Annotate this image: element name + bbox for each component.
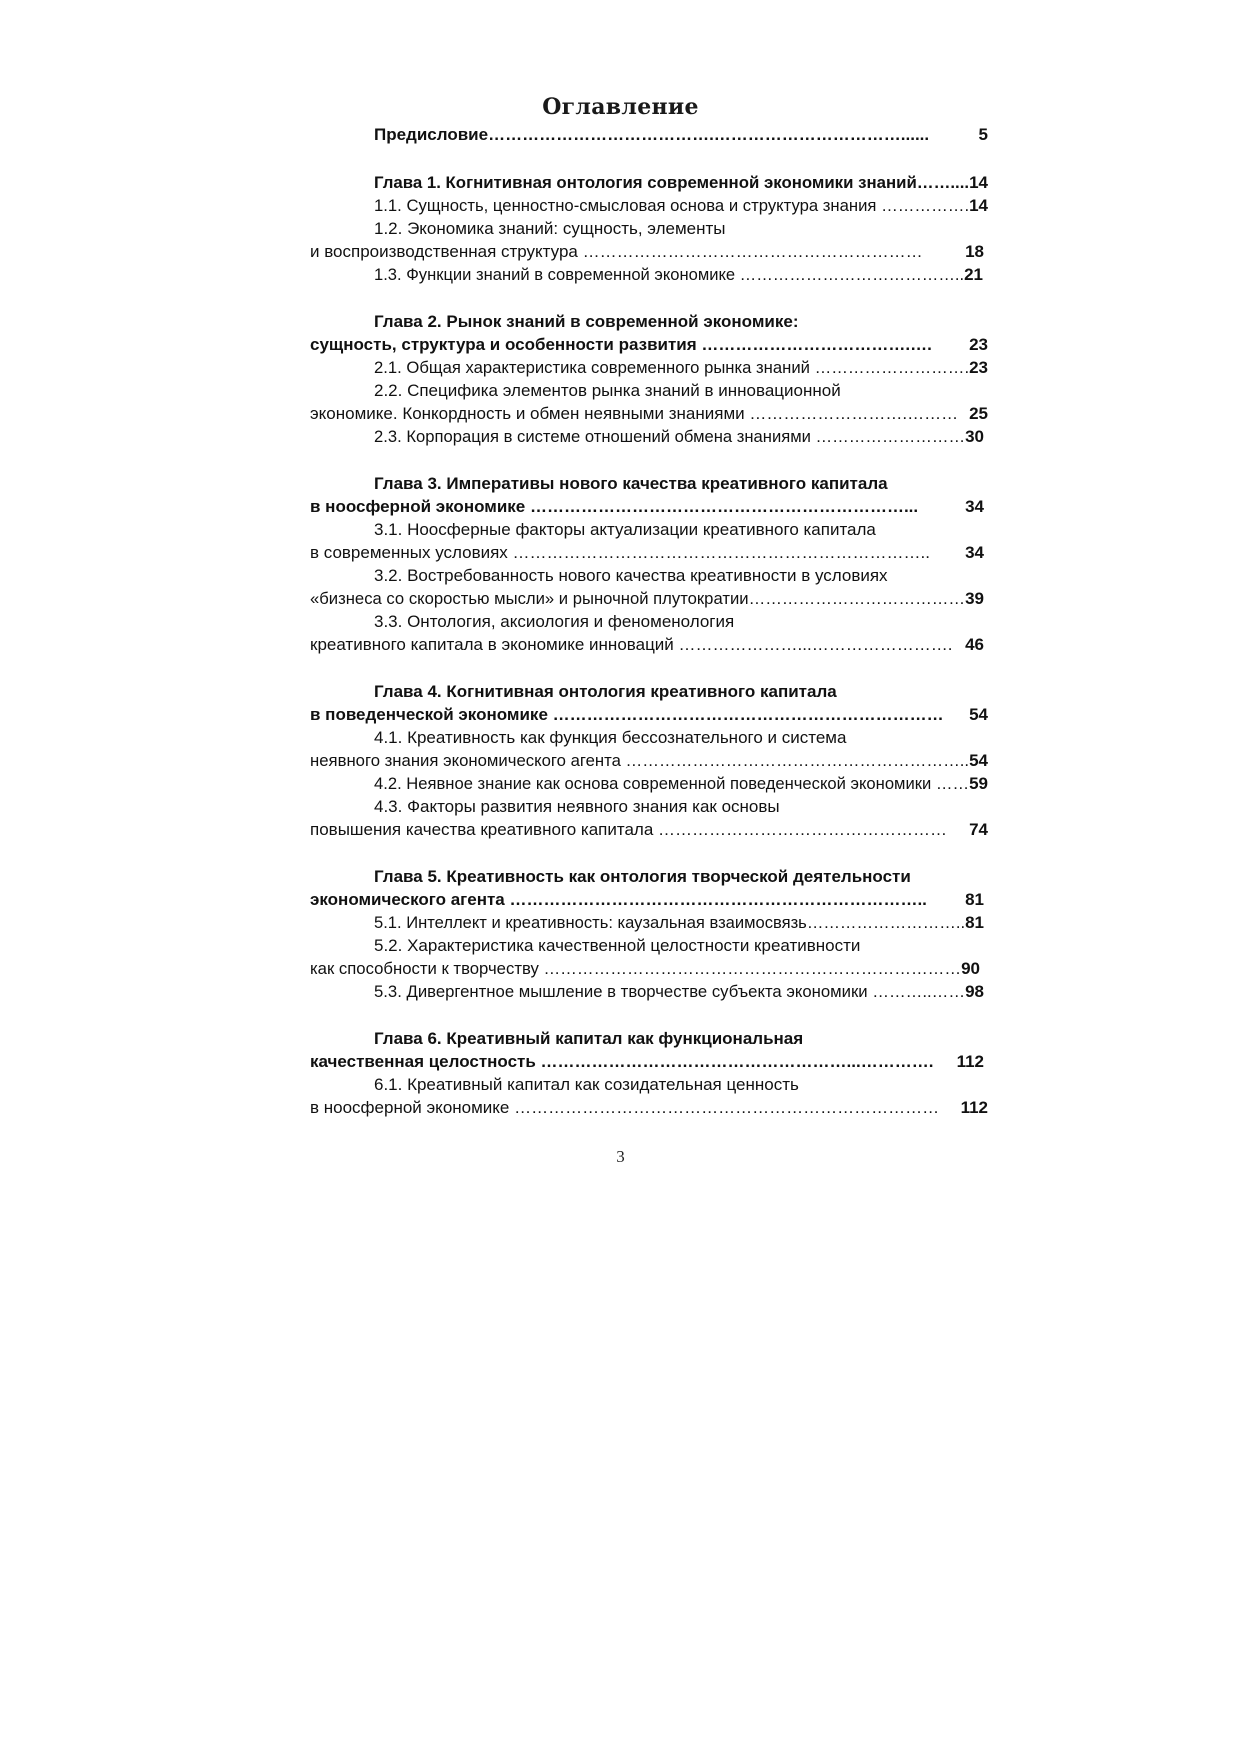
toc-entry-chapter-3-cont[interactable]: [0, 496, 984, 518]
page-title: Оглавление: [542, 94, 699, 120]
toc-entry-text: 2.1. Общая характеристика современного рынка знаний ……………………….: [374, 358, 970, 377]
toc-entry-text: повышения качества креативного капитала ……………………………………………: [310, 820, 948, 839]
toc-entry-chapter-5[interactable]: [0, 866, 988, 888]
toc-entry-page: 54: [969, 751, 988, 770]
toc-entry-page: 23: [969, 358, 988, 377]
toc-entry-section-2-2[interactable]: [0, 380, 988, 402]
toc-entry-section-3-2[interactable]: [0, 565, 988, 587]
toc-entry-page: 112: [960, 1098, 988, 1117]
toc-entry-text: 5.2. Характеристика качественной целостности креативности: [374, 936, 861, 955]
toc-entry-chapter-4[interactable]: [0, 681, 988, 703]
toc-entry-text: в поведенческой экономике ……………………………………………………………: [310, 705, 944, 724]
toc-entry-section-1-3[interactable]: [0, 264, 983, 286]
toc-entry-section-2-2-cont[interactable]: [0, 403, 988, 425]
toc-entry-chapter-2-cont[interactable]: [0, 334, 988, 356]
toc-entry-text: Глава 2. Рынок знаний в современной экономике:: [374, 312, 799, 331]
toc-entry-text: 2.2. Специфика элементов рынка знаний в инновационной: [374, 381, 841, 400]
toc-entry-chapter-5-cont[interactable]: [0, 889, 984, 911]
toc-entry-text: 4.3. Факторы развития неявного знания как основы: [374, 797, 780, 816]
toc-entry-text: 3.1. Ноосферные факторы актуализации креативного капитала: [374, 520, 876, 539]
toc-entry-text: «бизнеса со скоростью мысли» и рыночной плутократии…………………………………: [310, 589, 966, 608]
toc-entry-text: 1.1. Сущность, ценностно-смысловая основа и структура знания …………….: [374, 196, 970, 215]
toc-entry-section-2-3[interactable]: [0, 426, 984, 448]
toc-entry-section-3-2-cont[interactable]: [0, 588, 984, 610]
toc-entry-text: креативного капитала в экономике инноваций …………………...…………………….: [310, 635, 953, 654]
toc-entry-page: 23: [969, 335, 988, 354]
toc-entry-page: 59: [969, 774, 988, 793]
toc-entry-section-5-1[interactable]: [0, 912, 984, 934]
toc-entry-page: 81: [965, 913, 984, 932]
toc-entry-text: в ноосферной экономике …………………………………………………………………: [310, 1098, 940, 1117]
toc-entry-page: 14: [969, 173, 988, 192]
toc-entry-text: экономического агента ………………………………………………………………..: [310, 890, 927, 909]
toc-entry-section-4-1-cont[interactable]: [0, 750, 988, 772]
toc-entry-text: 1.3. Функции знаний в современной экономике …………………………………..: [374, 265, 965, 284]
toc-entry-section-4-1[interactable]: [0, 727, 988, 749]
toc-entry-chapter-4-cont[interactable]: [0, 704, 988, 726]
toc-entry-page: 112: [956, 1052, 984, 1071]
toc-entry-page: 74: [969, 820, 988, 839]
toc-entry-text: 4.2. Неявное знание как основа современной поведенческой экономики ……: [374, 774, 970, 793]
toc-entry-section-1-1[interactable]: [0, 195, 988, 217]
page-number: 3: [616, 1147, 625, 1166]
toc-entry-section-5-3[interactable]: [0, 981, 984, 1003]
toc-entry-text: 5.1. Интеллект и креативность: каузальная взаимосвязь………………………..: [374, 913, 966, 932]
toc-entry-page: 98: [965, 982, 984, 1001]
toc-entry-section-2-1[interactable]: [0, 357, 988, 379]
toc-entry-page: 81: [965, 890, 984, 909]
toc-entry-page: 30: [965, 427, 984, 446]
toc-entry-text: Глава 1. Когнитивная онтология современной экономики знаний……....: [374, 173, 970, 192]
toc-entry-preface[interactable]: [0, 124, 988, 146]
toc-entry-text: в ноосферной экономике …………………………………………………………...: [310, 497, 919, 516]
toc-entry-page: 34: [965, 543, 984, 562]
toc-entry-section-6-1[interactable]: [0, 1074, 988, 1096]
toc-entry-section-4-3-cont[interactable]: [0, 819, 988, 841]
toc-entry-page: 21: [964, 265, 983, 284]
toc-entry-page: 90: [961, 959, 980, 978]
toc-entry-text: как способности к творчеству …………………………………………………………………: [310, 959, 962, 978]
toc-entry-text: 6.1. Креативный капитал как созидательная ценность: [374, 1075, 799, 1094]
toc-entry-section-4-2[interactable]: [0, 773, 988, 795]
toc-entry-section-5-2-cont[interactable]: [0, 958, 980, 980]
toc-entry-text: 3.2. Востребованность нового качества креативности в условиях: [374, 566, 888, 585]
toc-entry-text: Предисловие………………………………….……………………………......: [374, 125, 930, 144]
toc-entry-page: 39: [965, 589, 984, 608]
toc-entry-text: экономике. Конкордность и обмен неявными знаниями ……………………….………: [310, 404, 959, 423]
toc-entry-text: Глава 3. Императивы нового качества креативного капитала: [374, 474, 888, 493]
toc-entry-text: 2.3. Корпорация в системе отношений обмена знаниями ………………………: [374, 427, 966, 446]
toc-entry-chapter-3[interactable]: [0, 473, 988, 495]
toc-entry-text: 4.1. Креативность как функция бессознательного и система: [374, 728, 847, 747]
toc-entry-page: 5: [978, 125, 988, 144]
toc-entry-text: 1.2. Экономика знаний: сущность, элементы: [374, 219, 726, 238]
toc-entry-chapter-6[interactable]: [0, 1028, 988, 1050]
toc-entry-section-4-3[interactable]: [0, 796, 988, 818]
toc-entry-section-1-2-cont[interactable]: [0, 241, 984, 263]
toc-entry-text: сущность, структура и особенности развития ……………………………….….: [310, 335, 932, 354]
toc-entry-text: и воспроизводственная структура ……………………………………………………: [310, 242, 923, 261]
toc-entry-page: 14: [969, 196, 988, 215]
toc-entry-section-3-3[interactable]: [0, 611, 988, 633]
toc-entry-section-5-2[interactable]: [0, 935, 988, 957]
toc-entry-text: Глава 6. Креативный капитал как функциональная: [374, 1029, 804, 1048]
toc-entry-chapter-6-cont[interactable]: [0, 1051, 984, 1073]
toc-entry-page: 54: [969, 705, 988, 724]
toc-entry-section-6-1-cont[interactable]: [0, 1097, 988, 1119]
toc-entry-section-3-1-cont[interactable]: [0, 542, 984, 564]
toc-entry-chapter-1[interactable]: [0, 172, 988, 194]
toc-entry-section-1-2[interactable]: [0, 218, 988, 240]
toc-entry-text: Глава 5. Креативность как онтология творческой деятельности: [374, 867, 911, 886]
toc-entry-page: 18: [965, 242, 984, 261]
toc-entry-text: Глава 4. Когнитивная онтология креативного капитала: [374, 682, 837, 701]
toc-entry-text: в современных условиях ………………………………………………………………..: [310, 543, 930, 562]
toc-entry-page: 46: [965, 635, 984, 654]
toc-entry-section-3-3-cont[interactable]: [0, 634, 984, 656]
toc-entry-text: 5.3. Дивергентное мышление в творчестве субъекта экономики ………..……: [374, 982, 966, 1001]
toc-entry-text: качественная целостность ………………………………………………...………….: [310, 1052, 934, 1071]
toc-entry-section-3-1[interactable]: [0, 519, 988, 541]
toc-entry-text: 3.3. Онтология, аксиология и феноменология: [374, 612, 735, 631]
toc-entry-page: 34: [965, 497, 984, 516]
toc-entry-text: неявного знания экономического агента ……………………………………………………..: [310, 751, 970, 770]
toc-entry-chapter-2[interactable]: [0, 311, 988, 333]
toc-entry-page: 25: [969, 404, 988, 423]
